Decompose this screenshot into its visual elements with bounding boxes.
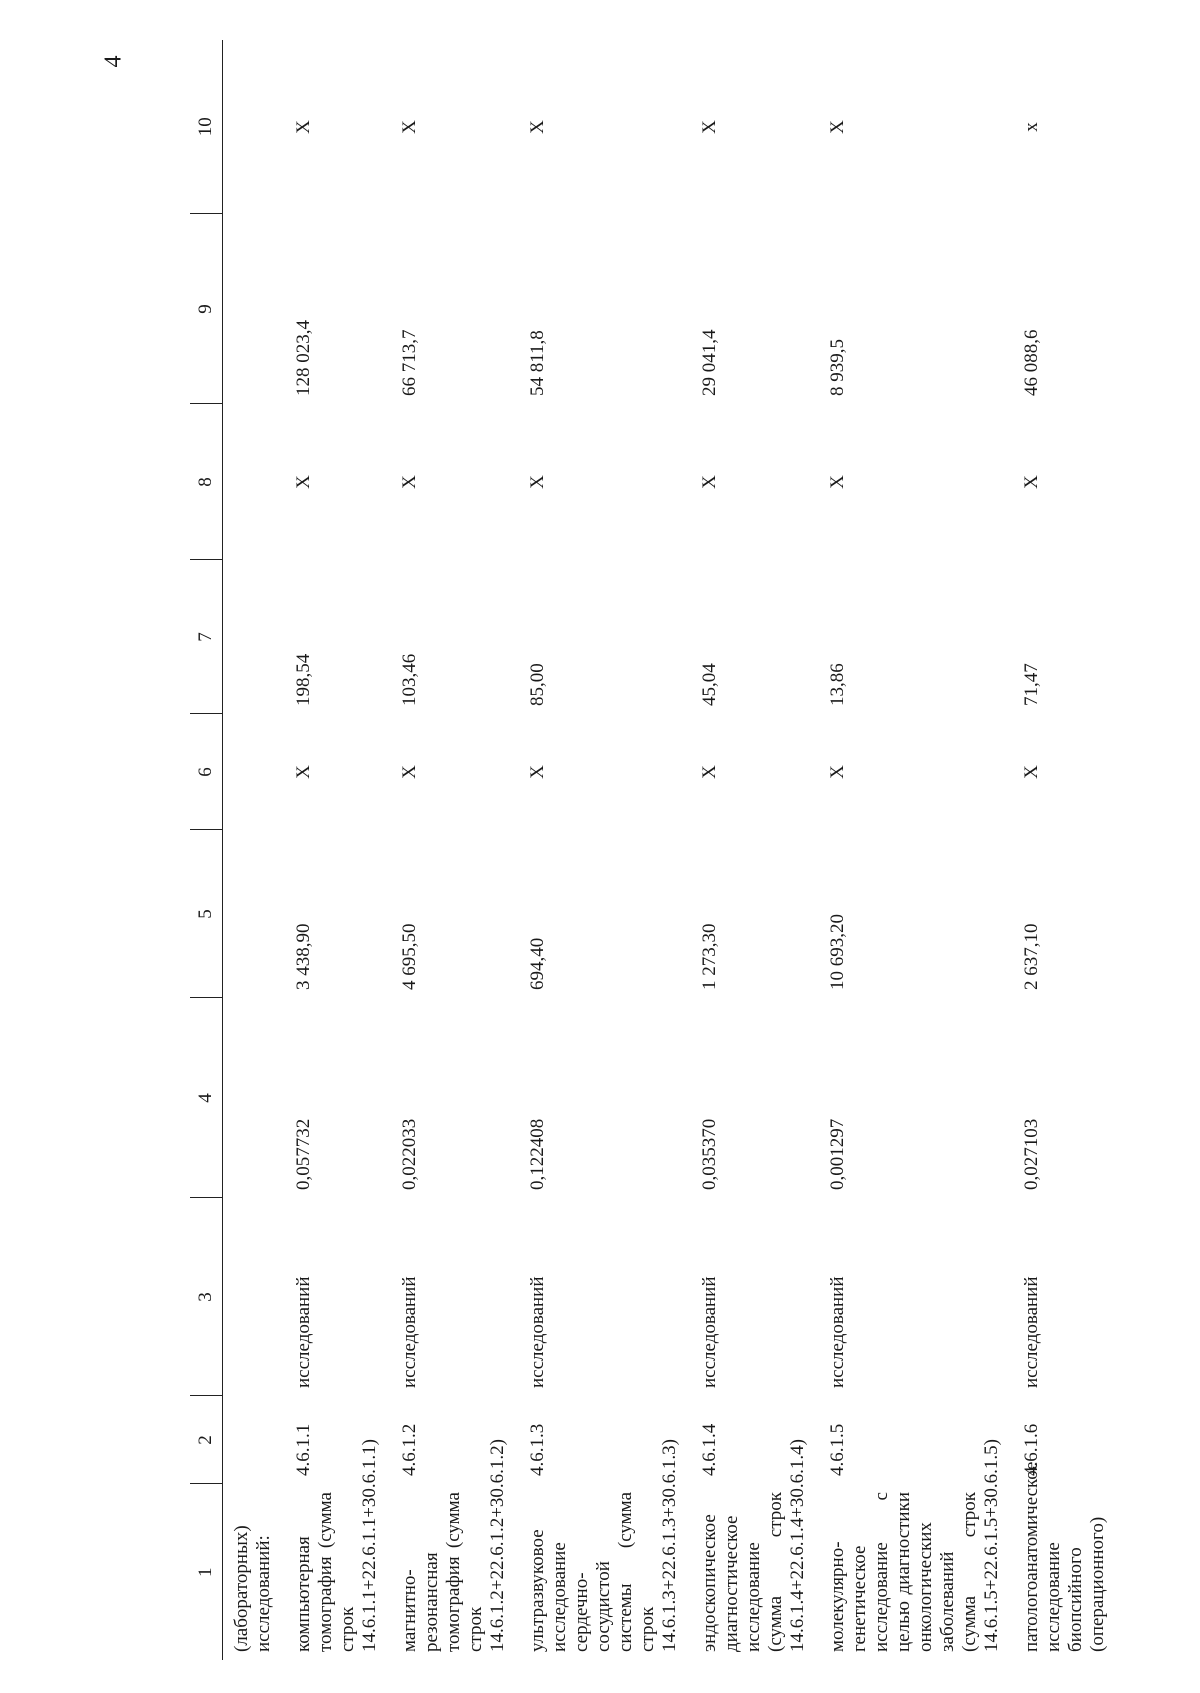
- row-col8: Х: [1021, 475, 1042, 489]
- row-col7: 45,04: [699, 663, 720, 706]
- rotated-table-sheet: [190, 40, 1108, 1660]
- row-col10: х: [1021, 122, 1042, 132]
- row-col6: Х: [827, 765, 848, 779]
- row-col4: 0,022033: [399, 1118, 420, 1190]
- table-row: [819, 40, 1013, 1660]
- row-col4: 0,001297: [827, 1118, 848, 1190]
- row-col9: 46 088,6: [1021, 329, 1042, 396]
- row-col4: 0,027103: [1021, 1118, 1042, 1190]
- row-col10: [223, 40, 286, 214]
- row-description: магнитно-резонансная томография (сумма строк 14.6.1.2+22.6.1.2+30.6.1.2): [399, 1438, 508, 1652]
- header-cell: 2: [190, 1396, 223, 1484]
- row-col9: 66 713,7: [399, 329, 420, 396]
- header-cell: 5: [190, 830, 223, 998]
- row-col5: 694,40: [527, 937, 548, 990]
- row-col5: 3 438,90: [293, 923, 314, 990]
- row-col8: Х: [827, 475, 848, 489]
- row-description: (лабораторных) исследований:: [231, 1525, 274, 1652]
- row-description: компьютерная томография (сумма строк 14.6.1.1+22.6.1.1+30.6.1.1): [293, 1438, 380, 1652]
- page-number: 4: [100, 55, 127, 68]
- row-unit: [223, 1198, 286, 1396]
- row-col9: 29 041,4: [699, 329, 720, 396]
- table-header-row: [190, 40, 223, 1660]
- row-description: ультразвуковое исследование сердечно-сосудистой системы (сумма строк 14.6.1.3+22.6.1.3+30.6.1.3): [527, 1438, 680, 1652]
- row-code: [223, 1396, 286, 1484]
- row-unit: исследований: [399, 1276, 420, 1388]
- row-col6: Х: [1021, 765, 1042, 779]
- header-cell: 1: [190, 1484, 223, 1660]
- header-cell: 7: [190, 560, 223, 714]
- row-col5: 10 693,20: [827, 914, 848, 990]
- row-col6: Х: [293, 765, 314, 779]
- row-col5: [223, 830, 286, 998]
- row-col8: Х: [293, 475, 314, 489]
- row-description: патологоанатомическое исследование биопсийного (операционного): [1021, 1461, 1108, 1652]
- row-col7: 85,00: [527, 663, 548, 706]
- row-col10: Х: [293, 120, 314, 134]
- header-cell: 6: [190, 714, 223, 830]
- row-col7: [223, 560, 286, 714]
- row-col7: 103,46: [399, 653, 420, 706]
- row-col7: 13,86: [827, 663, 848, 706]
- row-col8: Х: [699, 475, 720, 489]
- header-cell: 8: [190, 404, 223, 560]
- row-description: эндоскопическое диагностическое исследование (сумма строк 14.6.1.4+22.6.1.4+30.6.1.4): [699, 1438, 808, 1652]
- row-unit: исследований: [293, 1276, 314, 1388]
- row-col9: 54 811,8: [527, 330, 548, 396]
- row-col5: 1 273,30: [699, 923, 720, 990]
- table-row: [391, 40, 519, 1660]
- row-col4: 0,057732: [293, 1118, 314, 1190]
- data-table: [190, 40, 1119, 1660]
- table-row: [691, 40, 819, 1660]
- row-col4: 0,122408: [527, 1118, 548, 1190]
- row-unit: исследований: [699, 1276, 720, 1388]
- row-col6: [223, 714, 286, 830]
- table-row: [223, 40, 286, 1660]
- table-row: [519, 40, 691, 1660]
- header-cell: 3: [190, 1198, 223, 1396]
- row-col4: [223, 998, 286, 1198]
- row-col9: 128 023,4: [293, 320, 314, 396]
- row-unit: исследований: [827, 1276, 848, 1388]
- row-col8: Х: [527, 475, 548, 489]
- row-col6: Х: [527, 765, 548, 779]
- row-col7: 198,54: [293, 653, 314, 706]
- row-description: молекулярно-генетическое исследование с целью диагностики онкологических заболеваний (сумма строк 14.6.1.5+22.6.1.5+30.6.1.5): [827, 1438, 1002, 1652]
- row-col4: 0,035370: [699, 1118, 720, 1190]
- header-cell: 10: [190, 40, 223, 214]
- row-unit: исследований: [527, 1276, 548, 1388]
- header-cell: 9: [190, 214, 223, 404]
- row-col5: 2 637,10: [1021, 923, 1042, 990]
- row-code: 4.6.1.6: [1021, 1423, 1042, 1476]
- row-col5: 4 695,50: [399, 923, 420, 990]
- table-row: [285, 40, 391, 1660]
- row-unit: исследований: [1021, 1276, 1042, 1388]
- row-col10: Х: [527, 120, 548, 134]
- row-code: 4.6.1.1: [293, 1423, 314, 1476]
- row-code: 4.6.1.3: [527, 1423, 548, 1476]
- row-col7: 71,47: [1021, 663, 1042, 706]
- row-col6: Х: [399, 765, 420, 779]
- row-col6: Х: [699, 765, 720, 779]
- row-code: 4.6.1.4: [699, 1423, 720, 1476]
- row-col9: [223, 214, 286, 404]
- row-col9: 8 939,5: [827, 339, 848, 396]
- table-row: [1013, 40, 1119, 1660]
- row-col10: Х: [699, 120, 720, 134]
- row-col8: [223, 404, 286, 560]
- row-col10: Х: [399, 120, 420, 134]
- row-code: 4.6.1.2: [399, 1423, 420, 1476]
- row-code: 4.6.1.5: [827, 1423, 848, 1476]
- row-col10: Х: [827, 120, 848, 134]
- row-col8: Х: [399, 475, 420, 489]
- header-cell: 4: [190, 998, 223, 1198]
